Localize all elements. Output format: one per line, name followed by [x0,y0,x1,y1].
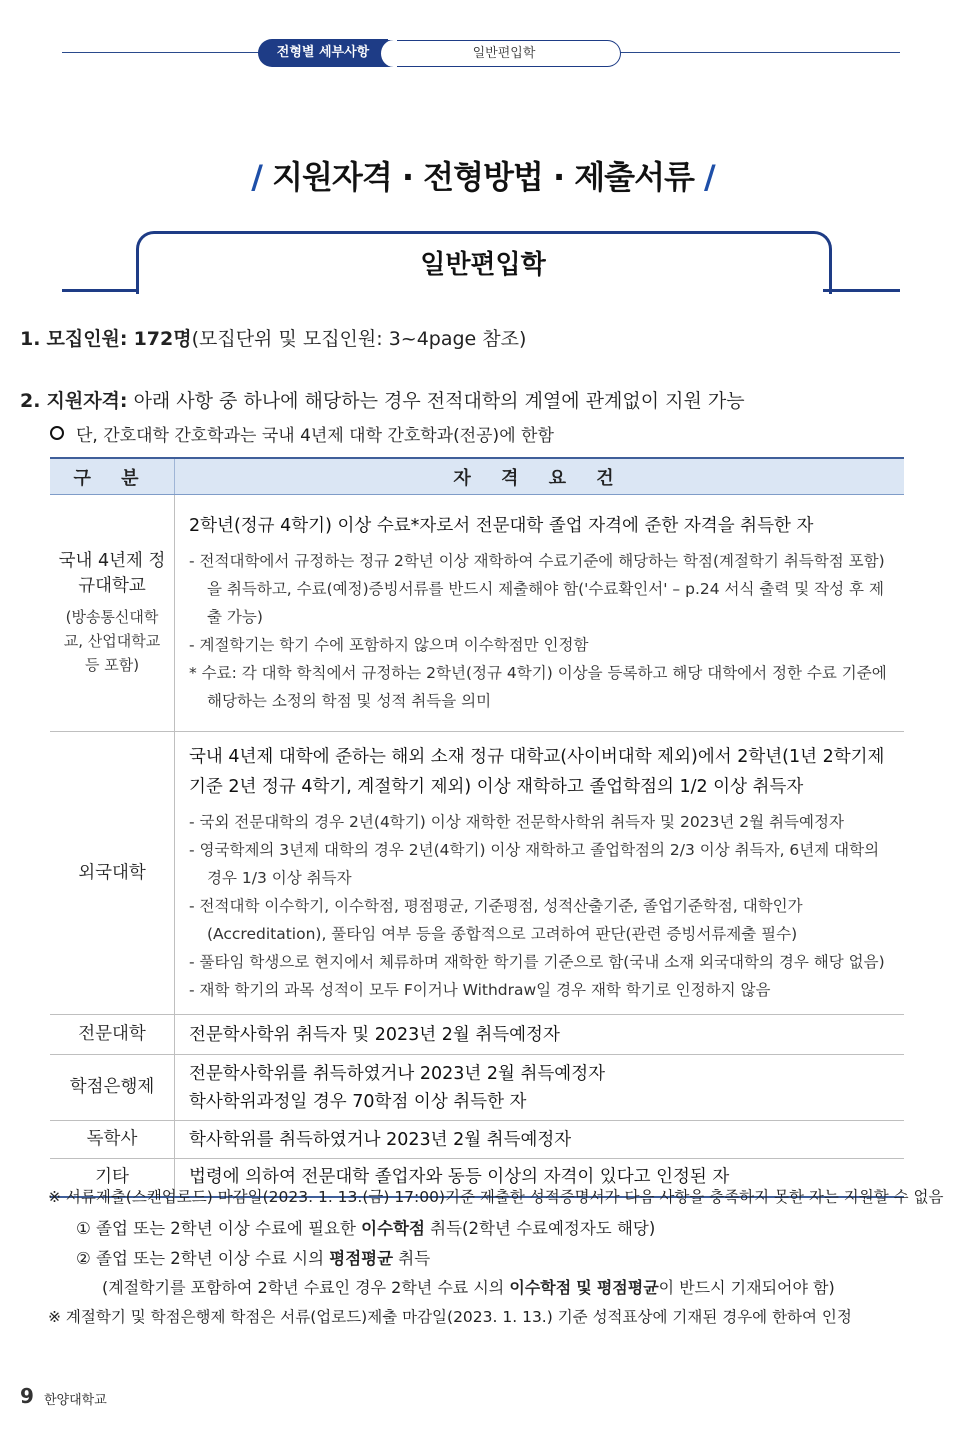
requirement-detail: - 국외 전문대학의 경우 2년(4학기) 이상 재학한 전문학사학위 취득자 및 2023년 2월 취득예정자 [189,813,844,831]
requirement-detail: - 전적대학에서 규정하는 정규 2학년 이상 재학하여 수료기준에 해당하는 학점(계절학기 취득학점 포함)을 취득하고, 수료(예정)증빙서류를 반드시 제출해야 함('수료확인서' – p.24 서식 출력 및 작성 후 제출 가능) [189,552,885,626]
category-note: (방송통신대학교, 산업대학교 등 포함) [63,608,161,674]
header-category: 구 분 [50,458,175,495]
tab-section [388,40,621,67]
section-title: 일반편입학 [420,250,546,280]
circle-bullet-icon [50,426,64,440]
page-title [0,152,966,198]
requirement-heading: 국내 4년제 대학에 준하는 해외 소재 정규 대학교(사이버대학 제외)에서 2학년(1년 2학기제 기준 2년 정규 4학기, 계절학기 제외) 이상 재학하고 졸업학점의 1/2 이상 취득자 [189,747,885,797]
fn2-bold: 이수학점 [361,1219,425,1238]
header-rule-right [618,52,900,53]
table-row [50,732,904,1015]
row-requirement [175,1055,905,1121]
item-qualification [20,386,745,413]
item1-label: 모집인원: [46,328,128,350]
tab-section-label: 일반편입학 [472,46,536,61]
footnote-seasonal [102,1275,835,1298]
banner-base-left [62,289,139,292]
row-category [50,495,175,732]
fn4-mid: 및 [576,1278,592,1297]
page-number: 9 [20,1384,34,1408]
nursing-note-text: 단, 간호대학 간호학과는 국내 4년제 대학 간호학과(전공)에 한함 [76,426,554,446]
requirement-detail: - 계절학기는 학기 수에 포함하지 않으며 이수학점만 인정함 [189,636,589,654]
title-slash-right: / [704,158,715,196]
requirement-heading: 2학년(정규 4학기) 이상 수료*자로서 전문대학 졸업 자격에 준한 자격을 취득한 자 [189,516,814,536]
header-rule-left [62,52,262,53]
table-header-row [50,458,904,495]
requirement-detail: - 재학 학기의 과목 성적이 모두 F이거나 Withdraw일 경우 재학 학기로 인정하지 않음 [189,981,771,999]
table-row [50,1055,904,1121]
item2-text: 아래 사항 중 하나에 해당하는 경우 전적대학의 계열에 관계없이 지원 가능 [133,390,745,412]
requirement-line: 전문학사학위 취득자 및 2023년 2월 취득예정자 [189,1024,560,1045]
fn4-bold2: 평점평균 [596,1278,659,1297]
requirement-line: 학사학위과정일 경우 70학점 이상 취득한 자 [189,1091,527,1112]
row-category: 외국대학 [50,732,175,1015]
fn4-pre: (계절학기를 포함하여 2학년 수료인 경우 2학년 수료 시의 [102,1278,505,1297]
banner-base-right [823,289,900,292]
category-label: 국내 4년제 정규대학교 [58,551,166,596]
fn3-pre: ② 졸업 또는 2학년 이상 수료 시의 [76,1249,325,1268]
row-requirement [175,495,905,732]
footnote-submission: ※ 서류제출(스캔업로드) 마감일(2023. 1. 13.(금) 17:00)기준 제출한 성적증명서가 다음 사항을 충족하지 못한 자는 지원할 수 없음 [48,1188,944,1206]
item1-number: 1. [20,328,41,350]
row-category: 전문대학 [50,1015,175,1055]
title-text: 지원자격 · 전형방법 · 제출서류 [272,158,694,196]
row-category: 독학사 [50,1121,175,1159]
footnote-item-credits [76,1215,655,1239]
fn4-post: 이 반드시 기재되어야 함) [658,1278,835,1297]
row-requirement [175,1121,905,1159]
table-row [50,1015,904,1055]
row-category: 기타 [50,1159,175,1197]
footnote-item-gpa [76,1245,430,1269]
requirement-line: 법령에 의하여 전문대학 졸업자와 동등 이상의 자격이 있다고 인정된 자 [189,1167,730,1188]
tab-detail: 전형별 세부사항 [258,39,388,67]
fn3-bold: 평점평균 [329,1249,394,1268]
requirement-detail: * 수료: 각 대학 학칙에서 규정하는 2학년(정규 4학기) 이상을 등록하고 해당 대학에서 정한 수료 기준에 해당하는 소정의 학점 및 성적 취득을 의미 [189,664,887,710]
table-row [50,1121,904,1159]
footnote-credit-bank: ※ 계절학기 및 학점은행제 학점은 서류(업로드)제출 마감일(2023. 1. 13.) 기준 성적표상에 기재된 경우에 한하여 인정 [48,1308,852,1326]
item-recruitment [20,324,526,351]
item1-note: (모집단위 및 모집인원: 3~4page 참조) [191,328,527,350]
title-slash-left: / [251,158,262,196]
requirement-detail: - 전적대학 이수학기, 이수학점, 평점평균, 기준평점, 성적산출기준, 졸업기준학점, 대학인가 (Accreditation), 풀타임 여부 등을 종합적으로 고려하여 판단(관련 증빙서류제출 필수) [189,897,803,943]
header-requirement: 자 격 요 건 [175,458,905,495]
requirement-detail: - 영국학제의 3년제 대학의 경우 2년(4학기) 이상 재학하고 졸업학점의 2/3 이상 취득자, 6년제 대학의 경우 1/3 이상 취득자 [189,841,880,887]
fn2-pre: ① 졸업 또는 2학년 이상 수료에 필요한 [76,1219,356,1238]
item2-label: 지원자격: [46,390,128,412]
nursing-note [50,421,554,446]
qualification-table [50,457,904,1198]
table-row [50,495,904,732]
item1-value: 172명 [133,328,192,350]
fn4-bold1: 이수학점 [509,1278,572,1297]
requirement-detail: - 풀타임 학생으로 현지에서 체류하며 재학한 학기를 기준으로 함(국내 소재 외국대학의 경우 해당 없음) [189,953,885,971]
requirement-line: 학사학위를 취득하였거나 2023년 2월 취득예정자 [189,1129,572,1150]
requirement-line: 전문학사학위를 취득하였거나 2023년 2월 취득예정자 [189,1063,606,1084]
school-name: 한양대학교 [44,1393,107,1408]
item2-number: 2. [20,390,41,412]
fn2-post: 취득(2학년 수료예정자도 해당) [430,1219,656,1238]
row-requirement [175,1015,905,1055]
fn3-post: 취득 [398,1249,431,1268]
row-requirement [175,732,905,1015]
row-category: 학점은행제 [50,1055,175,1121]
